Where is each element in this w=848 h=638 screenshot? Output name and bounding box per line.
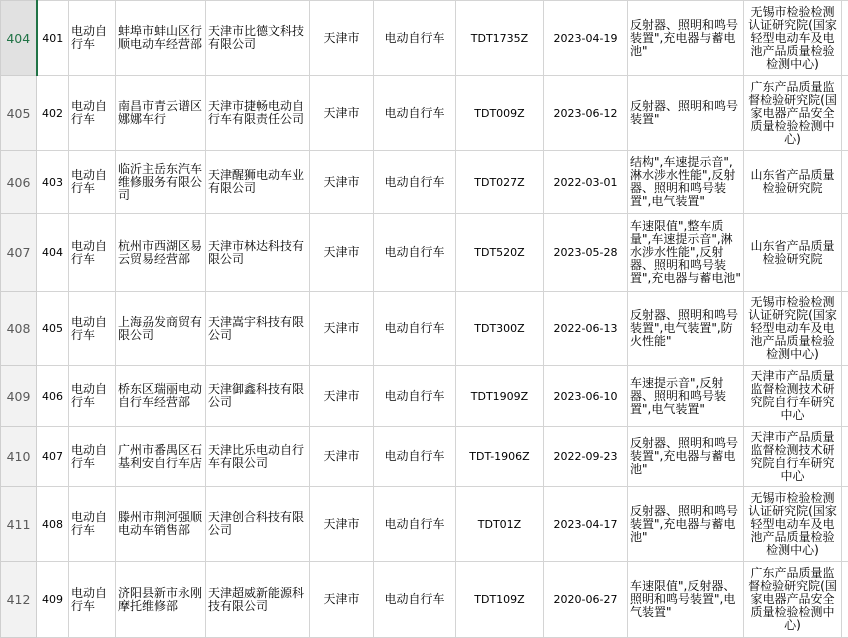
- cell-category[interactable]: 电动自行车: [374, 151, 456, 214]
- cell-inspection-agency[interactable]: 山东省产品质量检验研究院: [744, 214, 842, 292]
- cell-seller[interactable]: 滕州市荆河强顺电动车销售部: [116, 487, 206, 562]
- table-row: [1, 214, 848, 292]
- table-row: [1, 292, 848, 366]
- cell-failed-items[interactable]: 反射器、照明和鸣号装置",充电器与蓄电池": [628, 427, 744, 487]
- cell-product[interactable]: 电动自行车: [69, 76, 116, 151]
- cell-failed-items[interactable]: 车速限值",反射器、照明和鸣号装置",电气装置": [628, 562, 744, 638]
- cell-seq[interactable]: 404: [37, 214, 69, 292]
- table-row: [1, 151, 848, 214]
- cell-failed-items[interactable]: 结构",车速提示音",淋水涉水性能",反射器、照明和鸣号装置",电气装置": [628, 151, 744, 214]
- table-row: [1, 1, 848, 76]
- cell-city[interactable]: 天津市: [310, 292, 374, 366]
- cell-category[interactable]: 电动自行车: [374, 76, 456, 151]
- cell-date[interactable]: 2023-04-19: [544, 1, 628, 76]
- cell-next-column[interactable]: [842, 487, 848, 562]
- cell-category[interactable]: 电动自行车: [374, 214, 456, 292]
- cell-next-column[interactable]: [842, 292, 848, 366]
- cell-manufacturer[interactable]: 天津醒狮电动车业有限公司: [206, 151, 310, 214]
- cell-city[interactable]: 天津市: [310, 76, 374, 151]
- cell-seq[interactable]: 403: [37, 151, 69, 214]
- row-header[interactable]: 409: [1, 366, 37, 427]
- cell-inspection-agency[interactable]: 无锡市检验检测认证研究院(国家轻型电动车及电池产品质量检验检测中心): [744, 487, 842, 562]
- cell-city[interactable]: 天津市: [310, 151, 374, 214]
- cell-seller[interactable]: 上海刕发商贸有限公司: [116, 292, 206, 366]
- cell-next-column[interactable]: [842, 151, 848, 214]
- cell-next-column[interactable]: [842, 1, 848, 76]
- cell-manufacturer[interactable]: 天津比乐电动自行车有限公司: [206, 427, 310, 487]
- row-header[interactable]: 412: [1, 562, 37, 638]
- cell-failed-items[interactable]: 车速限值",整车质量",车速提示音",淋水涉水性能",反射器、照明和鸣号装置",充电器与蓄电池": [628, 214, 744, 292]
- cell-manufacturer[interactable]: 天津创合科技有限公司: [206, 487, 310, 562]
- cell-manufacturer[interactable]: 天津市捷畅电动自行车有限责任公司: [206, 76, 310, 151]
- row-header[interactable]: 408: [1, 292, 37, 366]
- cell-date[interactable]: 2020-06-27: [544, 562, 628, 638]
- cell-city[interactable]: 天津市: [310, 562, 374, 638]
- cell-model[interactable]: TDT1909Z: [456, 366, 544, 427]
- cell-inspection-agency[interactable]: 无锡市检验检测认证研究院(国家轻型电动车及电池产品质量检验检测中心): [744, 1, 842, 76]
- cell-model[interactable]: TDT-1906Z: [456, 427, 544, 487]
- row-header[interactable]: 406: [1, 151, 37, 214]
- cell-city[interactable]: 天津市: [310, 214, 374, 292]
- cell-category[interactable]: 电动自行车: [374, 292, 456, 366]
- cell-product[interactable]: 电动自行车: [69, 427, 116, 487]
- cell-seller[interactable]: 广州市番禺区石基利安自行车店: [116, 427, 206, 487]
- row-header[interactable]: 411: [1, 487, 37, 562]
- cell-product[interactable]: 电动自行车: [69, 292, 116, 366]
- cell-next-column[interactable]: [842, 76, 848, 151]
- cell-city[interactable]: 天津市: [310, 1, 374, 76]
- cell-seller[interactable]: 杭州市西湖区易云贸易经营部: [116, 214, 206, 292]
- cell-model[interactable]: TDT027Z: [456, 151, 544, 214]
- cell-model[interactable]: TDT009Z: [456, 76, 544, 151]
- cell-inspection-agency[interactable]: 广东产品质量监督检验研究院(国家电器产品安全质量检验检测中心): [744, 562, 842, 638]
- cell-next-column[interactable]: [842, 427, 848, 487]
- cell-product[interactable]: 电动自行车: [69, 1, 116, 76]
- cell-model[interactable]: TDT1735Z: [456, 1, 544, 76]
- cell-inspection-agency[interactable]: 广东产品质量监督检验研究院(国家电器产品安全质量检验检测中心): [744, 76, 842, 151]
- cell-failed-items[interactable]: 反射器、照明和鸣号装置",充电器与蓄电池": [628, 487, 744, 562]
- table-row: [1, 487, 848, 562]
- cell-seller[interactable]: 临沂主岳东汽车维修服务有限公司: [116, 151, 206, 214]
- cell-seq[interactable]: 408: [37, 487, 69, 562]
- cell-seller[interactable]: 桥东区瑞丽电动自行车经营部: [116, 366, 206, 427]
- cell-model[interactable]: TDT300Z: [456, 292, 544, 366]
- cell-date[interactable]: 2023-05-28: [544, 214, 628, 292]
- cell-manufacturer[interactable]: 天津市比德文科技有限公司: [206, 1, 310, 76]
- cell-inspection-agency[interactable]: 山东省产品质量检验研究院: [744, 151, 842, 214]
- cell-category[interactable]: 电动自行车: [374, 487, 456, 562]
- table-row: [1, 562, 848, 638]
- cell-product[interactable]: 电动自行车: [69, 214, 116, 292]
- cell-category[interactable]: 电动自行车: [374, 1, 456, 76]
- cell-category[interactable]: 电动自行车: [374, 562, 456, 638]
- table-row: [1, 427, 848, 487]
- cell-model[interactable]: TDT520Z: [456, 214, 544, 292]
- cell-seller[interactable]: 南昌市青云谱区娜娜车行: [116, 76, 206, 151]
- cell-seq[interactable]: 407: [37, 427, 69, 487]
- cell-inspection-agency[interactable]: 天津市产品质量监督检测技术研究院自行车研究中心: [744, 427, 842, 487]
- row-header[interactable]: 405: [1, 76, 37, 151]
- cell-seq[interactable]: 406: [37, 366, 69, 427]
- row-header[interactable]: 407: [1, 214, 37, 292]
- cell-inspection-agency[interactable]: 无锡市检验检测认证研究院(国家轻型电动车及电池产品质量检验检测中心): [744, 292, 842, 366]
- cell-failed-items[interactable]: 车速提示音",反射器、照明和鸣号装置",电气装置": [628, 366, 744, 427]
- cell-manufacturer[interactable]: 天津嵩宇科技有限公司: [206, 292, 310, 366]
- cell-product[interactable]: 电动自行车: [69, 562, 116, 638]
- cell-city[interactable]: 天津市: [310, 366, 374, 427]
- cell-product[interactable]: 电动自行车: [69, 487, 116, 562]
- cell-date[interactable]: 2023-06-10: [544, 366, 628, 427]
- row-header[interactable]: 410: [1, 427, 37, 487]
- cell-seq[interactable]: 409: [37, 562, 69, 638]
- cell-product[interactable]: 电动自行车: [69, 366, 116, 427]
- cell-manufacturer[interactable]: 天津御鑫科技有限公司: [206, 366, 310, 427]
- cell-seller[interactable]: 济阳县新市永刚摩托维修部: [116, 562, 206, 638]
- cell-city[interactable]: 天津市: [310, 487, 374, 562]
- cell-next-column[interactable]: [842, 214, 848, 292]
- cell-model[interactable]: TDT01Z: [456, 487, 544, 562]
- cell-manufacturer[interactable]: 天津市林达科技有限公司: [206, 214, 310, 292]
- cell-date[interactable]: 2023-06-12: [544, 76, 628, 151]
- cell-failed-items[interactable]: 反射器、照明和鸣号装置",充电器与蓄电池": [628, 1, 744, 76]
- cell-failed-items[interactable]: 反射器、照明和鸣号装置": [628, 76, 744, 151]
- table-row: [1, 366, 848, 427]
- cell-failed-items[interactable]: 反射器、照明和鸣号装置",电气装置",防火性能": [628, 292, 744, 366]
- cell-category[interactable]: 电动自行车: [374, 427, 456, 487]
- cell-next-column[interactable]: [842, 562, 848, 638]
- cell-category[interactable]: 电动自行车: [374, 366, 456, 427]
- cell-seq[interactable]: 405: [37, 292, 69, 366]
- cell-date[interactable]: 2022-09-23: [544, 427, 628, 487]
- cell-model[interactable]: TDT109Z: [456, 562, 544, 638]
- cell-city[interactable]: 天津市: [310, 427, 374, 487]
- cell-date[interactable]: 2022-06-13: [544, 292, 628, 366]
- cell-next-column[interactable]: [842, 366, 848, 427]
- cell-inspection-agency[interactable]: 天津市产品质量监督检测技术研究院自行车研究中心: [744, 366, 842, 427]
- row-header[interactable]: 404: [1, 1, 37, 76]
- cell-seq[interactable]: 402: [37, 76, 69, 151]
- cell-seller[interactable]: 蚌埠市蚌山区行顺电动车经营部: [116, 1, 206, 76]
- cell-manufacturer[interactable]: 天津超威新能源科技有限公司: [206, 562, 310, 638]
- table-row: [1, 76, 848, 151]
- cell-product[interactable]: 电动自行车: [69, 151, 116, 214]
- cell-date[interactable]: 2022-03-01: [544, 151, 628, 214]
- cell-date[interactable]: 2023-04-17: [544, 487, 628, 562]
- cell-seq[interactable]: 401: [37, 1, 69, 76]
